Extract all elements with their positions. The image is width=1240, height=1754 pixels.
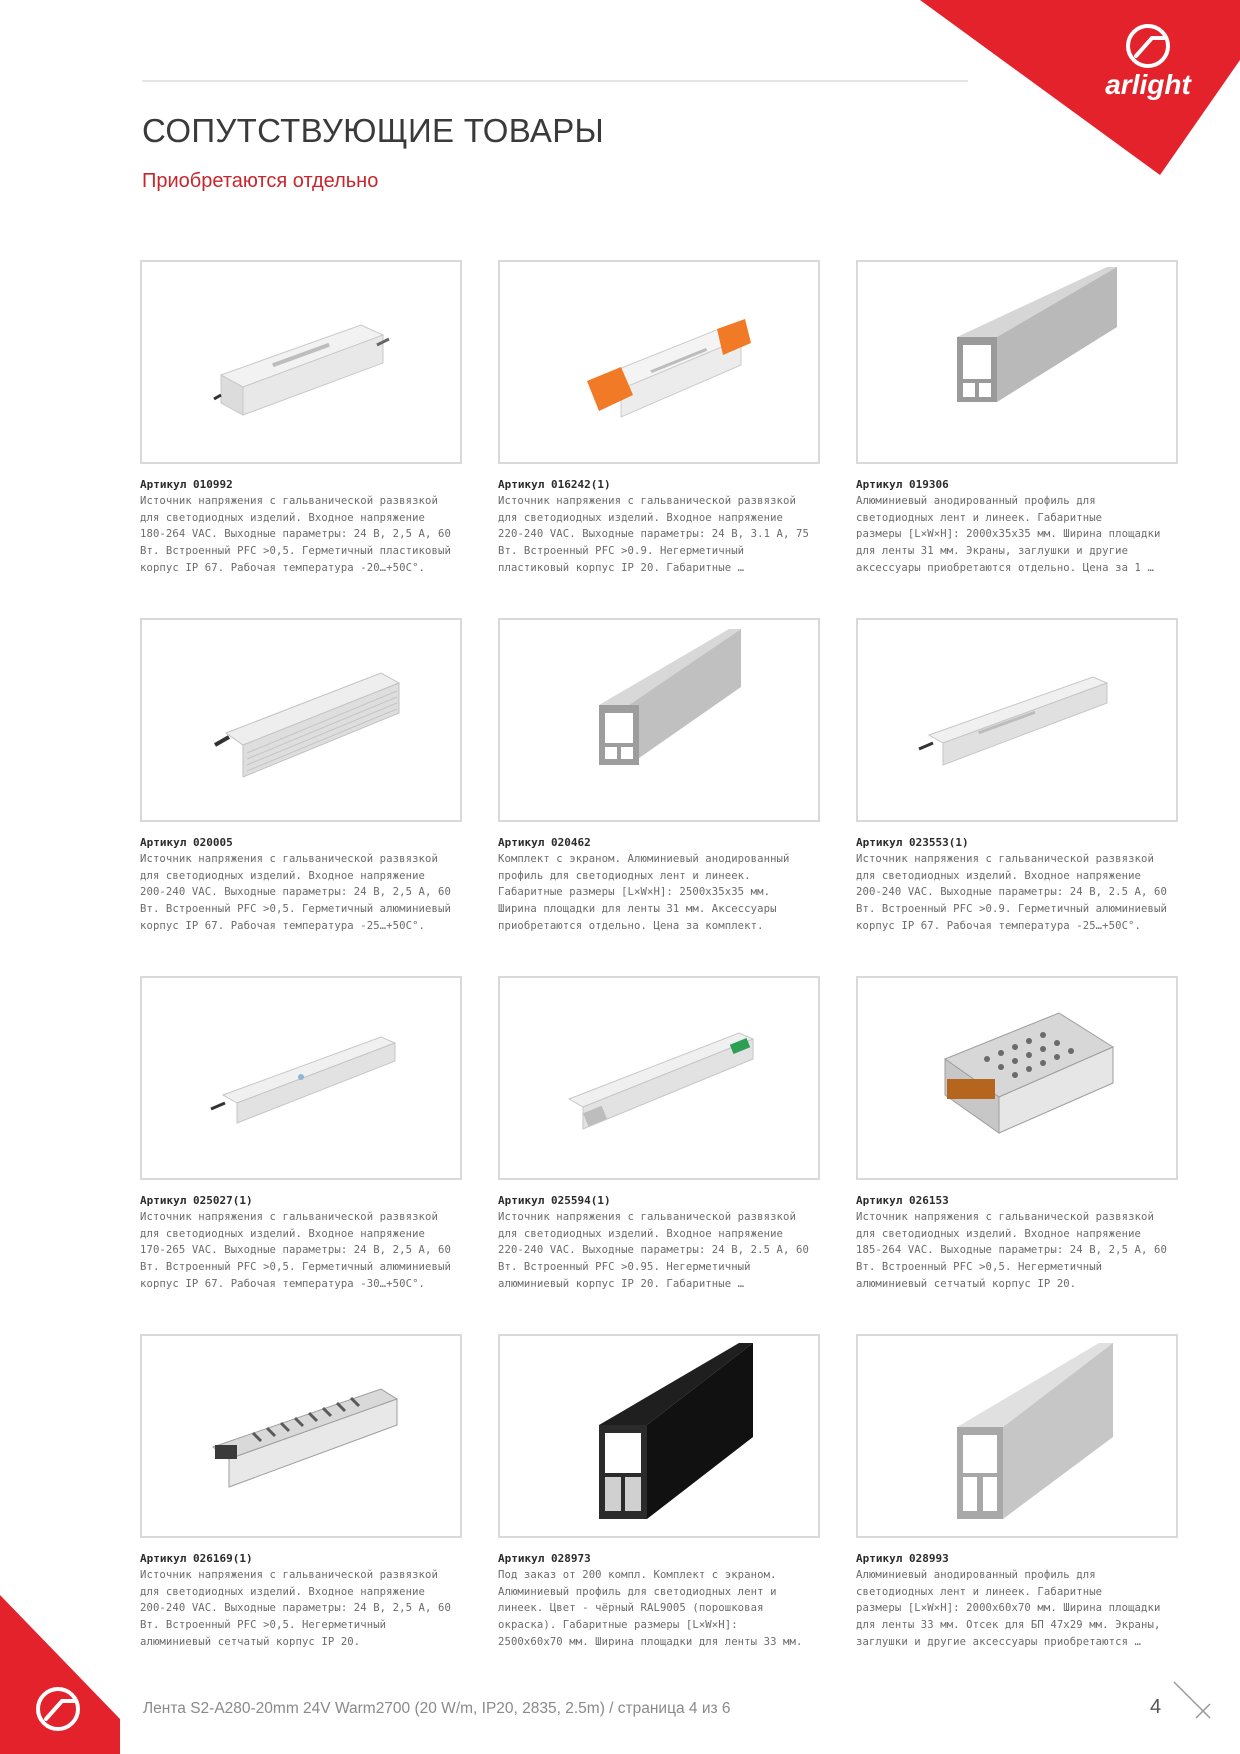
product-sku: Артикул 023553(1) (856, 836, 969, 849)
page-title: СОПУТСТВУЮЩИЕ ТОВАРЫ (142, 112, 605, 149)
product-image[interactable] (140, 1334, 462, 1538)
product-card[interactable] (140, 260, 462, 577)
product-description: Источник напряжения с гальванической развязкой для светодиодных изделий. Входное напряжение 220-240 VAC. Выходные параметры: 24 В, 3.1 А, 75 Вт. Встроенный PFC >0.9. Негерметичный пластиковый корпус IP 20. Габаритные … (498, 495, 809, 574)
product-card[interactable] (856, 1334, 1178, 1651)
product-image[interactable] (498, 1334, 820, 1538)
product-sku: Артикул 010992 (140, 478, 233, 491)
product-sku: Артикул 025027(1) (140, 1194, 253, 1207)
product-card[interactable] (498, 1334, 820, 1651)
product-description: Источник напряжения с гальванической развязкой для светодиодных изделий. Входное напряжение 200-240 VAC. Выходные параметры: 24 В, 2,5 А, 60 Вт. Встроенный PFC >0,5. Герметичный алюминиевый корпус IP 67. Рабочая температура -25…+50С°. (140, 853, 451, 932)
product-sku: Артикул 028993 (856, 1552, 949, 1565)
product-sku: Артикул 026169(1) (140, 1552, 253, 1565)
page-subtitle: Приобретаются отдельно (142, 170, 379, 192)
product-card[interactable] (140, 1334, 462, 1651)
product-card[interactable] (498, 260, 820, 577)
product-description: Алюминиевый анодированный профиль для светодиодных лент и линеек. Габаритные размеры [L×W×H]: 2000х35х35 мм. Ширина площадки для ленты 31 мм. Экраны, заглушки и другие аксессуары приобретаются отдельно. Цена за 1 … (856, 495, 1161, 574)
product-description: Под заказ от 200 компл. Комплект с экраном. Алюминиевый профиль для светодиодных лент и линеек. Цвет - чёрный RAL9005 (порошковая окраска). Габаритные размеры [L×W×H]: 2500х60х70 мм. Ширина площадки для ленты 33 мм. (498, 1569, 803, 1648)
product-card[interactable] (140, 618, 462, 935)
product-sku: Артикул 025594(1) (498, 1194, 611, 1207)
product-description: Источник напряжения с гальванической развязкой для светодиодных изделий. Входное напряжение 170-265 VAC. Выходные параметры: 24 В, 2,5 А, 60 Вт. Встроенный PFC >0,5. Герметичный алюминиевый корпус IP 67. Рабочая температура -30…+50С°. (140, 1211, 451, 1290)
product-sku: Артикул 019306 (856, 478, 949, 491)
product-card[interactable] (856, 618, 1178, 935)
product-image[interactable] (856, 260, 1178, 464)
footer-document-info: Лента S2-A280-20mm 24V Warm2700 (20 W/m, IP20, 2835, 2.5m) / страница 4 из 6 (143, 1700, 731, 1717)
product-image[interactable] (140, 260, 462, 464)
product-description: Алюминиевый анодированный профиль для светодиодных лент и линеек. Габаритные размеры [L×W×H]: 2000х60х70 мм. Ширина площадки для ленты 33 мм. Отсек для БП 47х29 мм. Экраны, заглушки и другие аксессуары приобретаются … (856, 1569, 1161, 1648)
product-sku: Артикул 020005 (140, 836, 233, 849)
product-image[interactable] (856, 618, 1178, 822)
product-card[interactable] (498, 618, 820, 935)
product-card[interactable] (498, 976, 820, 1293)
product-description: Комплект с экраном. Алюминиевый анодированный профиль для светодиодных лент и линеек. Габаритные размеры [L×W×H]: 2500х35х35 мм. Ширина площадки для ленты 31 мм. Аксессуары приобретаются отдельно. Цена за комплект. (498, 853, 790, 932)
page-corner-decoration (1172, 1680, 1212, 1720)
header-rule (142, 80, 968, 82)
product-description: Источник напряжения с гальванической развязкой для светодиодных изделий. Входное напряжение 220-240 VAC. Выходные параметры: 24 В, 2.5 А, 60 Вт. Встроенный PFC >0.95. Негерметичный алюминиевый корпус IP 20. Габаритные … (498, 1211, 809, 1290)
product-image[interactable] (856, 1334, 1178, 1538)
product-sku: Артикул 028973 (498, 1552, 591, 1565)
arlight-logo-text: arlight (1105, 69, 1191, 100)
product-card[interactable] (140, 976, 462, 1293)
product-sku: Артикул 016242(1) (498, 478, 611, 491)
product-image[interactable] (140, 976, 462, 1180)
product-image[interactable] (140, 618, 462, 822)
product-card[interactable] (856, 976, 1178, 1293)
brand-corner-top-right (920, 0, 1240, 175)
product-description: Источник напряжения с гальванической развязкой для светодиодных изделий. Входное напряжение 185-264 VAC. Выходные параметры: 24 В, 2,5 А, 60 Вт. Встроенный PFC >0,5. Негерметичный алюминиевый сетчатый корпус IP 20. (856, 1211, 1167, 1290)
page-number: 4 (1150, 1696, 1162, 1718)
product-image[interactable] (856, 976, 1178, 1180)
product-image[interactable] (498, 260, 820, 464)
product-description: Источник напряжения с гальванической развязкой для светодиодных изделий. Входное напряжение 180-264 VAC. Выходные параметры: 24 В, 2,5 А, 60 Вт. Встроенный PFC >0,5. Герметичный пластиковый корпус IP 67. Рабочая температура -20…+50С°. (140, 495, 451, 574)
product-sku: Артикул 026153 (856, 1194, 949, 1207)
product-image[interactable] (498, 618, 820, 822)
product-image[interactable] (498, 976, 820, 1180)
product-description: Источник напряжения с гальванической развязкой для светодиодных изделий. Входное напряжение 200-240 VAC. Выходные параметры: 24 В, 2,5 А, 60 Вт. Встроенный PFC >0,5. Негерметичный алюминиевый сетчатый корпус IP 20. (140, 1569, 451, 1648)
brand-corner-bottom-left (0, 1595, 120, 1754)
product-description: Источник напряжения с гальванической развязкой для светодиодных изделий. Входное напряжение 200-240 VAC. Выходные параметры: 24 В, 2.5 А, 60 Вт. Встроенный PFC >0.9. Герметичный алюминиевый корпус IP 67. Рабочая температура -25…+50С°. (856, 853, 1167, 932)
product-sku: Артикул 020462 (498, 836, 591, 849)
product-card[interactable] (856, 260, 1178, 577)
